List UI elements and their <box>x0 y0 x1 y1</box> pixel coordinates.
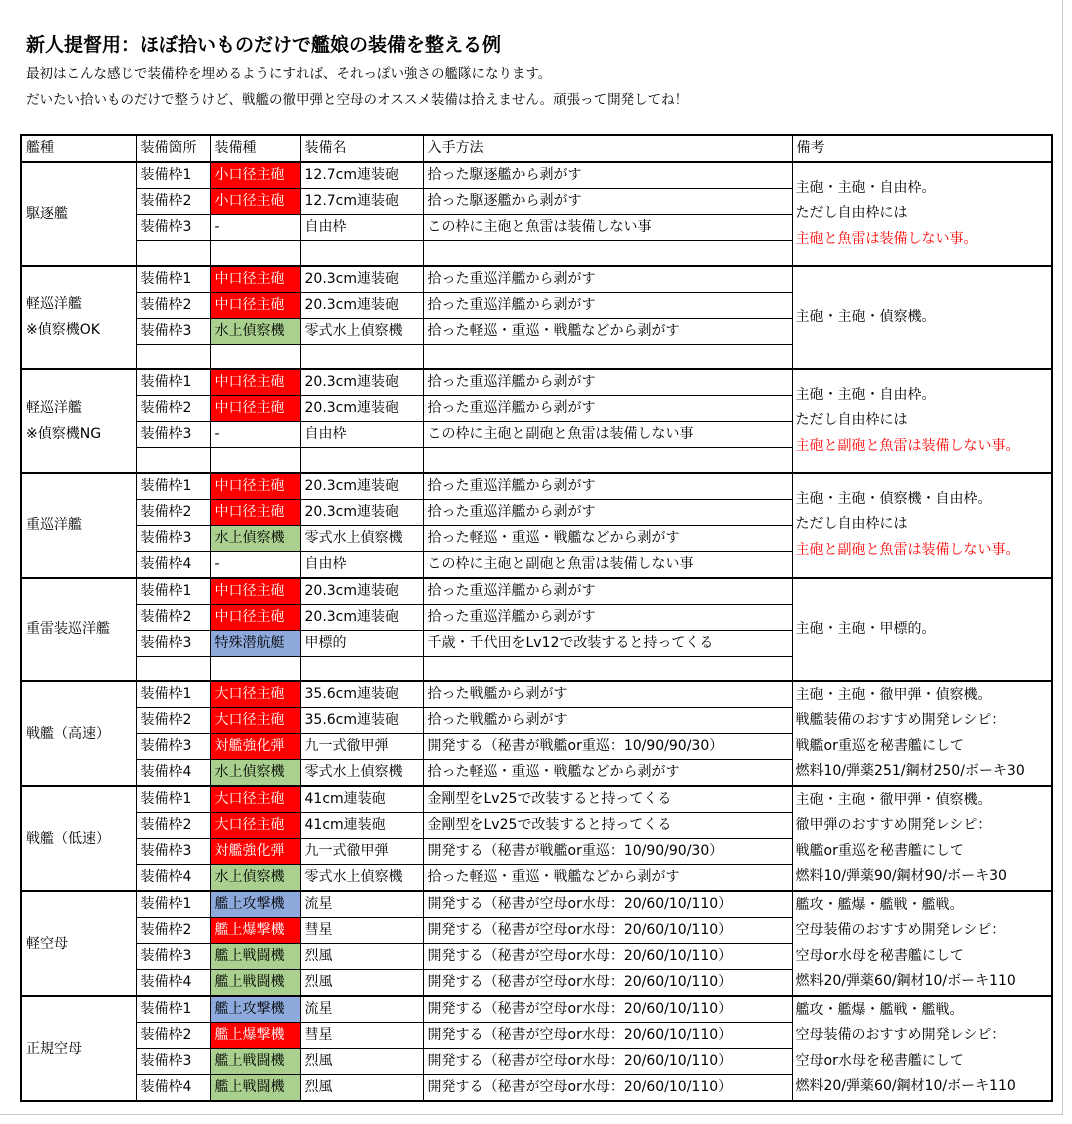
slot-cell: 装備枠1 <box>136 162 210 189</box>
ship-type-label: ※偵察機NG <box>26 425 102 442</box>
how-to-get-cell: 拾った重巡洋艦から剥がす <box>423 604 792 630</box>
how-to-get-cell: この枠に主砲と副砲と魚雷は装備しない事 <box>423 551 792 578</box>
note-line: 艦攻・艦爆・艦戦・艦戦。 <box>795 896 964 913</box>
note-line: 燃料20/弾薬60/鋼材10/ボーキ110 <box>795 1078 1016 1094</box>
equip-name-cell: 12.7cm連装砲 <box>300 162 423 189</box>
equip-type-cell: 艦上爆撃機 <box>210 1023 300 1049</box>
note-line: ただし自由枠には <box>795 516 908 533</box>
equip-name-cell: 流星 <box>300 891 423 918</box>
slot-cell: 装備枠4 <box>136 760 210 787</box>
how-to-get-cell <box>423 656 792 681</box>
equip-name-cell: 20.3cm連装砲 <box>300 473 423 500</box>
table-row <box>21 473 1052 500</box>
how-to-get-cell <box>423 344 792 369</box>
equip-type-cell: 大口径主砲 <box>210 813 300 839</box>
how-to-get-cell: 拾った重巡洋艦から剥がす <box>423 473 792 500</box>
ship-type-cell <box>21 786 136 891</box>
ship-type-label: 軽空母 <box>26 935 68 952</box>
warning-note: 主砲と魚雷は装備しない事。 <box>795 230 978 247</box>
slot-cell: 装備枠1 <box>136 891 210 918</box>
equip-type-cell: 水上偵察機 <box>210 865 300 892</box>
how-to-get-cell: 拾った駆逐艦から剥がす <box>423 162 792 189</box>
equip-type-cell <box>210 241 300 266</box>
slot-cell: 装備枠3 <box>136 422 210 448</box>
equip-type-cell: 中口径主砲 <box>210 499 300 525</box>
equip-type-cell: 中口径主砲 <box>210 473 300 500</box>
equipment-table-body <box>21 135 1052 1101</box>
note-line: ただし自由枠には <box>795 205 908 221</box>
equip-type-cell: 水上偵察機 <box>210 318 300 344</box>
equip-type-cell: 特殊潜航艇 <box>210 630 300 656</box>
notes-cell <box>792 578 1052 682</box>
equip-type-cell: 中口径主砲 <box>210 578 300 605</box>
equip-type-cell: - <box>210 422 300 448</box>
equip-type-cell: 中口径主砲 <box>210 266 300 293</box>
slot-cell <box>136 656 210 681</box>
equip-name-cell: 41cm連装砲 <box>300 786 423 813</box>
notes-cell <box>792 681 1052 786</box>
header-equip-name: 装備名 <box>300 135 423 162</box>
slot-cell: 装備枠4 <box>136 970 210 997</box>
page-title: 新人提督用：ほぼ拾いものだけで艦娘の装備を整える例 <box>26 34 502 56</box>
header-notes: 備考 <box>792 135 1052 162</box>
slot-cell: 装備枠1 <box>136 996 210 1023</box>
equip-name-cell <box>300 241 423 266</box>
slot-cell <box>136 344 210 369</box>
how-to-get-cell: 開発する（秘書が空母or水母：20/60/10/110） <box>423 944 792 970</box>
header-how-to-get: 入手方法 <box>423 135 792 162</box>
equip-type-cell: 対艦強化弾 <box>210 734 300 760</box>
how-to-get-cell: 開発する（秘書が戦艦or重巡：10/90/90/30） <box>423 734 792 760</box>
how-to-get-cell: 拾った軽巡・重巡・戦艦などから剥がす <box>423 525 792 551</box>
equip-name-cell: 20.3cm連装砲 <box>300 604 423 630</box>
equip-type-cell: 水上偵察機 <box>210 525 300 551</box>
ship-type-cell <box>21 162 136 266</box>
equip-name-cell: 流星 <box>300 996 423 1023</box>
note-line: 主砲・主砲・偵察機。 <box>795 308 936 325</box>
how-to-get-cell: この枠に主砲と魚雷は装備しない事 <box>423 215 792 241</box>
ship-type-label: 軽巡洋艦 <box>26 296 82 313</box>
equip-name-cell: 20.3cm連装砲 <box>300 369 423 396</box>
how-to-get-cell: 金剛型をLv25で改装すると持ってくる <box>423 786 792 813</box>
equip-type-cell: 艦上戦闘機 <box>210 1075 300 1102</box>
note-line: 空母or水母を秘書艦にして <box>795 947 964 964</box>
equip-name-cell: 烈風 <box>300 1075 423 1102</box>
notes-cell <box>792 369 1052 473</box>
equip-name-cell: 自由枠 <box>300 215 423 241</box>
table-row <box>21 786 1052 813</box>
slot-cell: 装備枠3 <box>136 318 210 344</box>
equip-type-cell: 艦上攻撃機 <box>210 996 300 1023</box>
ship-type-cell <box>21 369 136 473</box>
ship-type-label: 戦艦（高速） <box>26 725 110 742</box>
header-slot: 装備箇所 <box>136 135 210 162</box>
equip-name-cell: 20.3cm連装砲 <box>300 292 423 318</box>
how-to-get-cell: 開発する（秘書が戦艦or重巡：10/90/90/30） <box>423 839 792 865</box>
slot-cell: 装備枠3 <box>136 944 210 970</box>
equip-name-cell <box>300 448 423 473</box>
ship-type-label: 駆逐艦 <box>26 205 68 222</box>
slot-cell: 装備枠3 <box>136 734 210 760</box>
equip-name-cell <box>300 344 423 369</box>
equip-name-cell: 41cm連装砲 <box>300 813 423 839</box>
how-to-get-cell: 拾った重巡洋艦から剥がす <box>423 266 792 293</box>
note-line: 徹甲弾のおすすめ開発レシピ： <box>795 817 992 833</box>
slot-cell: 装備枠3 <box>136 630 210 656</box>
slot-cell <box>136 448 210 473</box>
how-to-get-cell: 拾った重巡洋艦から剥がす <box>423 292 792 318</box>
note-line: ただし自由枠には <box>795 412 908 428</box>
note-line: 空母装備のおすすめ開発レシピ： <box>795 1027 1006 1043</box>
slot-cell: 装備枠1 <box>136 681 210 708</box>
slot-cell: 装備枠2 <box>136 708 210 734</box>
equip-name-cell: 20.3cm連装砲 <box>300 578 423 605</box>
equip-name-cell: 20.3cm連装砲 <box>300 396 423 422</box>
equip-name-cell: 20.3cm連装砲 <box>300 499 423 525</box>
how-to-get-cell: 拾った軽巡・重巡・戦艦などから剥がす <box>423 318 792 344</box>
equip-type-cell: - <box>210 215 300 241</box>
equip-name-cell: 彗星 <box>300 918 423 944</box>
equip-type-cell: 艦上戦闘機 <box>210 970 300 997</box>
note-line: 主砲・主砲・自由枠。 <box>795 386 936 403</box>
how-to-get-cell: 拾った軽巡・重巡・戦艦などから剥がす <box>423 865 792 892</box>
intro-line-2: だいたい拾いものだけで整うけど、戦艦の徹甲弾と空母のオススメ装備は拾えません。頑張って開発してね！ <box>26 92 689 108</box>
how-to-get-cell: 拾った重巡洋艦から剥がす <box>423 578 792 605</box>
table-row <box>21 369 1052 396</box>
table-row <box>21 891 1052 918</box>
equip-type-cell: 大口径主砲 <box>210 681 300 708</box>
note-line: 空母装備のおすすめ開発レシピ： <box>795 922 1006 938</box>
equip-name-cell: 九一式徹甲弾 <box>300 839 423 865</box>
equip-type-cell: 中口径主砲 <box>210 604 300 630</box>
how-to-get-cell: 拾った軽巡・重巡・戦艦などから剥がす <box>423 760 792 787</box>
note-line: 燃料20/弾薬60/鋼材10/ボーキ110 <box>795 973 1016 989</box>
equip-type-cell <box>210 656 300 681</box>
slot-cell: 装備枠2 <box>136 499 210 525</box>
equip-type-cell: 中口径主砲 <box>210 292 300 318</box>
slot-cell: 装備枠3 <box>136 525 210 551</box>
equip-type-cell: 艦上戦闘機 <box>210 1049 300 1075</box>
equip-name-cell: 烈風 <box>300 970 423 997</box>
ship-type-cell <box>21 891 136 996</box>
equip-name-cell: 35.6cm連装砲 <box>300 681 423 708</box>
slot-cell: 装備枠4 <box>136 1075 210 1102</box>
slot-cell: 装備枠3 <box>136 1049 210 1075</box>
equip-name-cell: 零式水上偵察機 <box>300 525 423 551</box>
equip-name-cell: 零式水上偵察機 <box>300 760 423 787</box>
equip-name-cell: 自由枠 <box>300 422 423 448</box>
note-line: 燃料10/弾薬90/鋼材90/ボーキ30 <box>795 868 1007 884</box>
equip-name-cell: 彗星 <box>300 1023 423 1049</box>
slot-cell: 装備枠2 <box>136 396 210 422</box>
equip-name-cell: 九一式徹甲弾 <box>300 734 423 760</box>
ship-type-label: 正規空母 <box>26 1040 82 1057</box>
table-row <box>21 162 1052 189</box>
how-to-get-cell: 開発する（秘書が空母or水母：20/60/10/110） <box>423 1075 792 1102</box>
note-line: 戦艦or重巡を秘書艦にして <box>795 842 964 859</box>
ship-type-label: 戦艦（低速） <box>26 830 110 847</box>
how-to-get-cell <box>423 448 792 473</box>
equipment-table <box>20 134 1053 1102</box>
equip-name-cell: 自由枠 <box>300 551 423 578</box>
note-line: 戦艦or重巡を秘書艦にして <box>795 737 964 754</box>
table-row <box>21 266 1052 293</box>
intro-line-1: 最初はこんな感じで装備枠を埋めるようにすれば、それっぽい強さの艦隊になります。 <box>26 66 552 82</box>
equip-type-cell: 大口径主砲 <box>210 708 300 734</box>
equip-name-cell: 12.7cm連装砲 <box>300 189 423 215</box>
ship-type-cell <box>21 266 136 370</box>
note-line: 空母or水母を秘書艦にして <box>795 1052 964 1069</box>
note-line: 主砲・主砲・徹甲弾・偵察機。 <box>795 686 992 703</box>
note-line: 燃料10/弾薬251/鋼材250/ボーキ30 <box>795 763 1025 779</box>
how-to-get-cell: 拾った戦艦から剥がす <box>423 708 792 734</box>
how-to-get-cell: 千歳・千代田をLv12で改装すると持ってくる <box>423 630 792 656</box>
warning-note: 主砲と副砲と魚雷は装備しない事。 <box>795 437 1020 454</box>
note-line: 戦艦装備のおすすめ開発レシピ： <box>795 712 1006 728</box>
how-to-get-cell: 拾った重巡洋艦から剥がす <box>423 369 792 396</box>
how-to-get-cell: 拾った重巡洋艦から剥がす <box>423 396 792 422</box>
slot-cell: 装備枠3 <box>136 215 210 241</box>
equip-type-cell: 小口径主砲 <box>210 189 300 215</box>
how-to-get-cell: 開発する（秘書が空母or水母：20/60/10/110） <box>423 918 792 944</box>
slot-cell: 装備枠1 <box>136 473 210 500</box>
slot-cell: 装備枠1 <box>136 266 210 293</box>
equip-type-cell: 水上偵察機 <box>210 760 300 787</box>
header-equip-type: 装備種 <box>210 135 300 162</box>
ship-type-cell <box>21 473 136 578</box>
slot-cell: 装備枠3 <box>136 839 210 865</box>
notes-cell <box>792 786 1052 891</box>
ship-type-label: 重雷装巡洋艦 <box>26 621 110 638</box>
note-line: 艦攻・艦爆・艦戦・艦戦。 <box>795 1001 964 1018</box>
note-line: 主砲・主砲・偵察機・自由枠。 <box>795 490 992 507</box>
equip-name-cell: 烈風 <box>300 1049 423 1075</box>
equip-type-cell: - <box>210 551 300 578</box>
how-to-get-cell: 金剛型をLv25で改装すると持ってくる <box>423 813 792 839</box>
ship-type-cell <box>21 578 136 682</box>
equip-type-cell: 艦上爆撃機 <box>210 918 300 944</box>
slot-cell: 装備枠1 <box>136 786 210 813</box>
slot-cell <box>136 241 210 266</box>
table-row <box>21 578 1052 605</box>
ship-type-label: 軽巡洋艦 <box>26 399 82 416</box>
slot-cell: 装備枠4 <box>136 551 210 578</box>
equip-type-cell: 艦上戦闘機 <box>210 944 300 970</box>
equip-type-cell <box>210 448 300 473</box>
notes-cell <box>792 473 1052 578</box>
how-to-get-cell: 開発する（秘書が空母or水母：20/60/10/110） <box>423 1023 792 1049</box>
slot-cell: 装備枠1 <box>136 369 210 396</box>
notes-cell <box>792 891 1052 996</box>
how-to-get-cell: 開発する（秘書が空母or水母：20/60/10/110） <box>423 996 792 1023</box>
ship-type-label: ※偵察機OK <box>26 322 100 339</box>
equip-name-cell: 20.3cm連装砲 <box>300 266 423 293</box>
equip-type-cell: 中口径主砲 <box>210 396 300 422</box>
equip-name-cell: 35.6cm連装砲 <box>300 708 423 734</box>
how-to-get-cell: 拾った戦艦から剥がす <box>423 681 792 708</box>
slot-cell: 装備枠2 <box>136 292 210 318</box>
slot-cell: 装備枠2 <box>136 189 210 215</box>
equip-name-cell: 零式水上偵察機 <box>300 865 423 892</box>
equip-type-cell: 対艦強化弾 <box>210 839 300 865</box>
header-row <box>21 135 1052 162</box>
table-row <box>21 681 1052 708</box>
how-to-get-cell: 拾った重巡洋艦から剥がす <box>423 499 792 525</box>
equip-type-cell: 中口径主砲 <box>210 369 300 396</box>
equip-type-cell: 艦上攻撃機 <box>210 891 300 918</box>
equip-name-cell: 甲標的 <box>300 630 423 656</box>
notes-cell <box>792 996 1052 1101</box>
slot-cell: 装備枠4 <box>136 865 210 892</box>
note-line: 主砲・主砲・徹甲弾・偵察機。 <box>795 791 992 808</box>
warning-note: 主砲と副砲と魚雷は装備しない事。 <box>795 541 1020 558</box>
note-line: 主砲・主砲・自由枠。 <box>795 179 936 196</box>
how-to-get-cell: 開発する（秘書が空母or水母：20/60/10/110） <box>423 970 792 997</box>
equip-name-cell: 零式水上偵察機 <box>300 318 423 344</box>
header-ship-type: 艦種 <box>21 135 136 162</box>
ship-type-cell <box>21 681 136 786</box>
ship-type-cell <box>21 996 136 1101</box>
slot-cell: 装備枠1 <box>136 578 210 605</box>
table-row <box>21 996 1052 1023</box>
equip-type-cell: 小口径主砲 <box>210 162 300 189</box>
slot-cell: 装備枠2 <box>136 918 210 944</box>
notes-cell <box>792 266 1052 370</box>
slot-cell: 装備枠2 <box>136 1023 210 1049</box>
slot-cell: 装備枠2 <box>136 813 210 839</box>
how-to-get-cell <box>423 241 792 266</box>
notes-cell <box>792 162 1052 266</box>
slot-cell: 装備枠2 <box>136 604 210 630</box>
equip-name-cell <box>300 656 423 681</box>
how-to-get-cell: 拾った駆逐艦から剥がす <box>423 189 792 215</box>
ship-type-label: 重巡洋艦 <box>26 517 82 533</box>
equip-type-cell: 大口径主砲 <box>210 786 300 813</box>
equip-type-cell <box>210 344 300 369</box>
how-to-get-cell: この枠に主砲と副砲と魚雷は装備しない事 <box>423 422 792 448</box>
equip-name-cell: 烈風 <box>300 944 423 970</box>
note-line: 主砲・主砲・甲標的。 <box>795 620 936 637</box>
how-to-get-cell: 開発する（秘書が空母or水母：20/60/10/110） <box>423 1049 792 1075</box>
how-to-get-cell: 開発する（秘書が空母or水母：20/60/10/110） <box>423 891 792 918</box>
